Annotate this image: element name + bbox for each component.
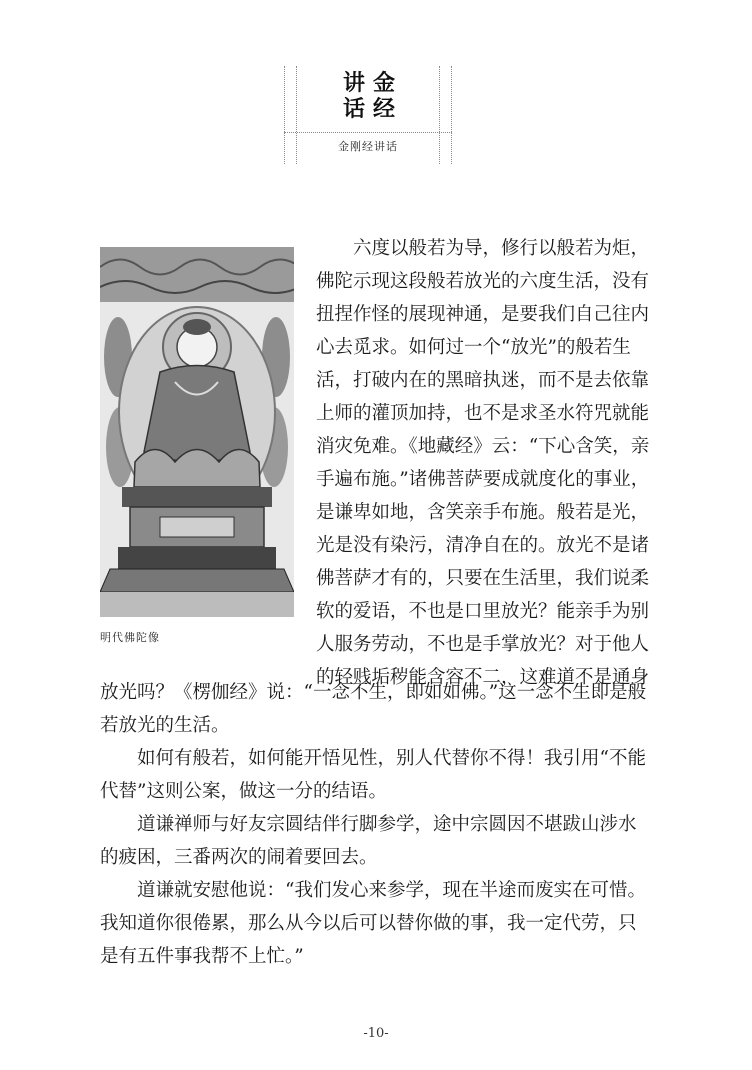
body-paragraph-continuation: 放光吗？《楞伽经》说：“一念不生，即如如佛。”这一念不生即是般若放光的生活。: [100, 682, 647, 736]
buddha-painting-image: [100, 247, 294, 617]
figure-caption: 明代佛陀像: [100, 631, 160, 644]
seal-char: 讲: [342, 71, 363, 96]
body-paragraph: 如何有般若，如何能开悟见性，别人代替你不得！我引用“不能代替”这则公案，做这一分的结语。: [100, 748, 646, 802]
running-header-title: 金刚经讲话: [338, 140, 398, 153]
body-paragraph: 道谦禅师与好友宗圆结伴行脚参学，途中宗圆因不堪跋山涉水的疲困，三番两次的闹着要回去。: [100, 814, 637, 868]
header-ornament: [284, 66, 452, 164]
page-number: -10-: [363, 1026, 389, 1041]
seal-char: 金: [372, 71, 393, 96]
body-paragraph: 道谦就安慰他说：“我们发心来参学，现在半途而废实在可惜。我知道你很倦累，那么从今以后可以替你做的事，我一定代劳，只是有五件事我帮不上忙。”: [100, 880, 646, 967]
body-paragraph-wrapped: 六度以般若为导，修行以般若为炬，佛陀示现这段般若放光的六度生活，没有扭捏作怪的展现神通，是要我们自己往内心去觅求。如何过一个“放光”的般若生活，打破内在的黑暗执迷，而不是去依靠上师的灌顶加持，也不是求圣水符咒就能消灾免难。《地藏经》云：“下心含笑，亲手遍布施。”诸佛菩萨要成就度化的事业，是谦卑如地，含笑亲手布施。般若是光，光是没有染污，清净自在的。放光不是诸佛菩萨才有的，只要在生活里，我们说柔软的爱语，不也是口里放光？能亲手为别人服务劳动，不也是手掌放光？对于他人的轻贱垢秽能含容不二，这难道不是通身: [316, 238, 650, 688]
header-divider: [284, 132, 452, 133]
seal-char: 经: [372, 97, 393, 122]
seal-char: 话: [342, 97, 363, 122]
book-seal-logo: [339, 72, 397, 122]
buddha-painting-icon: [100, 247, 294, 617]
